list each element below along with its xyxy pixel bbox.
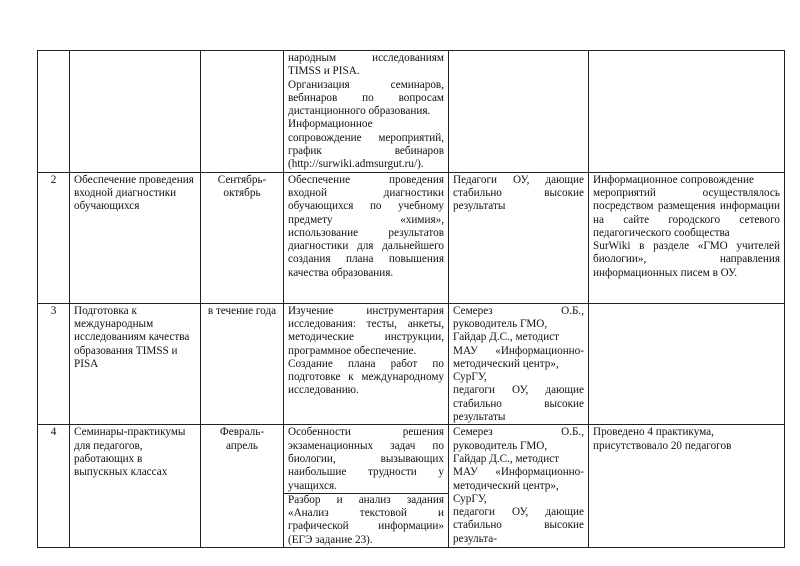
content-section: Особенности решения экзаменационных задач по биологии, вызывающих наибольшие трудности у учащихся. bbox=[288, 426, 444, 492]
responsible-line: СурГУ, bbox=[453, 492, 487, 505]
dates-cell: в течение года bbox=[201, 303, 284, 425]
table-row bbox=[38, 172, 785, 303]
table-row bbox=[38, 425, 785, 548]
dates-cell: Февраль-апрель bbox=[201, 425, 284, 548]
row-number-cell: 4 bbox=[38, 425, 70, 548]
responsible-cell bbox=[449, 303, 589, 425]
content-cell bbox=[284, 51, 449, 173]
content-paragraph: Обеспечение проведения входной диагностики обучающихся по учебному предмету «химия», использование результатов диагностики для дальнейшего создания плана повышения качества образования. bbox=[288, 173, 444, 279]
content-paragraph: Создание плана работ по подготовке к международному исследованию. bbox=[288, 357, 444, 397]
work-plan-table bbox=[37, 50, 785, 548]
table-row bbox=[38, 303, 785, 425]
dates-cell bbox=[201, 51, 284, 173]
content-paragraph: народным исследованиям TIMSS и PISA. bbox=[288, 52, 444, 78]
table-row bbox=[38, 51, 785, 173]
activity-name-cell bbox=[70, 51, 201, 173]
content-paragraph: Информационное сопровождение мероприятий, график вебинаров (http://surwiki.admsurgut.ru/). bbox=[288, 118, 444, 171]
responsible-cell bbox=[449, 51, 589, 173]
responsible-line: Семерез О.Б., руководитель ГМО, bbox=[453, 304, 584, 330]
content-cell bbox=[284, 172, 449, 303]
responsible-line: Гайдар Д.С., методист bbox=[453, 331, 560, 344]
content-cell bbox=[284, 425, 449, 548]
responsible-line: Семерез О.Б., руководитель ГМО, bbox=[453, 426, 584, 452]
responsible-line: педагоги ОУ, дающие стабильно высокие результаты bbox=[453, 384, 584, 424]
responsible-line: МАУ «Информационно-методический центр», bbox=[453, 344, 584, 370]
content-cell bbox=[284, 303, 449, 425]
activity-name-cell: Подготовка к международным исследованиям качества образования TIMSS и PISA bbox=[70, 303, 201, 425]
result-cell: Проведено 4 практикума, присутствовало 20 педагогов bbox=[589, 425, 785, 548]
result-cell bbox=[589, 303, 785, 425]
result-cell bbox=[589, 172, 785, 303]
result-paragraph: мероприятий осуществлялось посредством размещения информации на сайте городского сетевого педагогического сообщества bbox=[593, 186, 780, 239]
result-cell bbox=[589, 51, 785, 173]
activity-name-cell: Семинары-практикумы для педагогов, работающих в выпускных классах bbox=[70, 425, 201, 548]
responsible-cell bbox=[449, 425, 589, 548]
row-number-cell bbox=[38, 51, 70, 173]
responsible-line: СурГУ, bbox=[453, 371, 487, 384]
content-section: Разбор и анализ задания «Анализ текстовой и графической информации» (ЕГЭ задание 23). bbox=[284, 493, 448, 547]
dates-cell: Сентябрь-октябрь bbox=[201, 172, 284, 303]
result-paragraph: Информационное сопровождение bbox=[593, 173, 754, 186]
row-number-cell: 2 bbox=[38, 172, 70, 303]
content-paragraph: Организация семинаров, вебинаров по вопросам дистанционного образования. bbox=[288, 78, 444, 118]
activity-name-cell: Обеспечение проведения входной диагностики обучающихся bbox=[70, 172, 201, 303]
responsible-line: педагоги ОУ, дающие стабильно высокие результа- bbox=[453, 506, 584, 545]
result-paragraph: SurWiki в разделе «ГМО учителей биологии», направления информационных писем в ОУ. bbox=[593, 240, 780, 279]
responsible-line: Гайдар Д.С., методист bbox=[453, 452, 560, 465]
row-number-cell: 3 bbox=[38, 303, 70, 425]
content-paragraph: Изучение инструментария исследования: тесты, анкеты, методические инструкции, программное обеспечение. bbox=[288, 304, 444, 357]
responsible-line: МАУ «Информационно-методический центр», bbox=[453, 466, 584, 492]
responsible-cell: Педагоги ОУ, дающие стабильно высокие результаты bbox=[449, 172, 589, 303]
